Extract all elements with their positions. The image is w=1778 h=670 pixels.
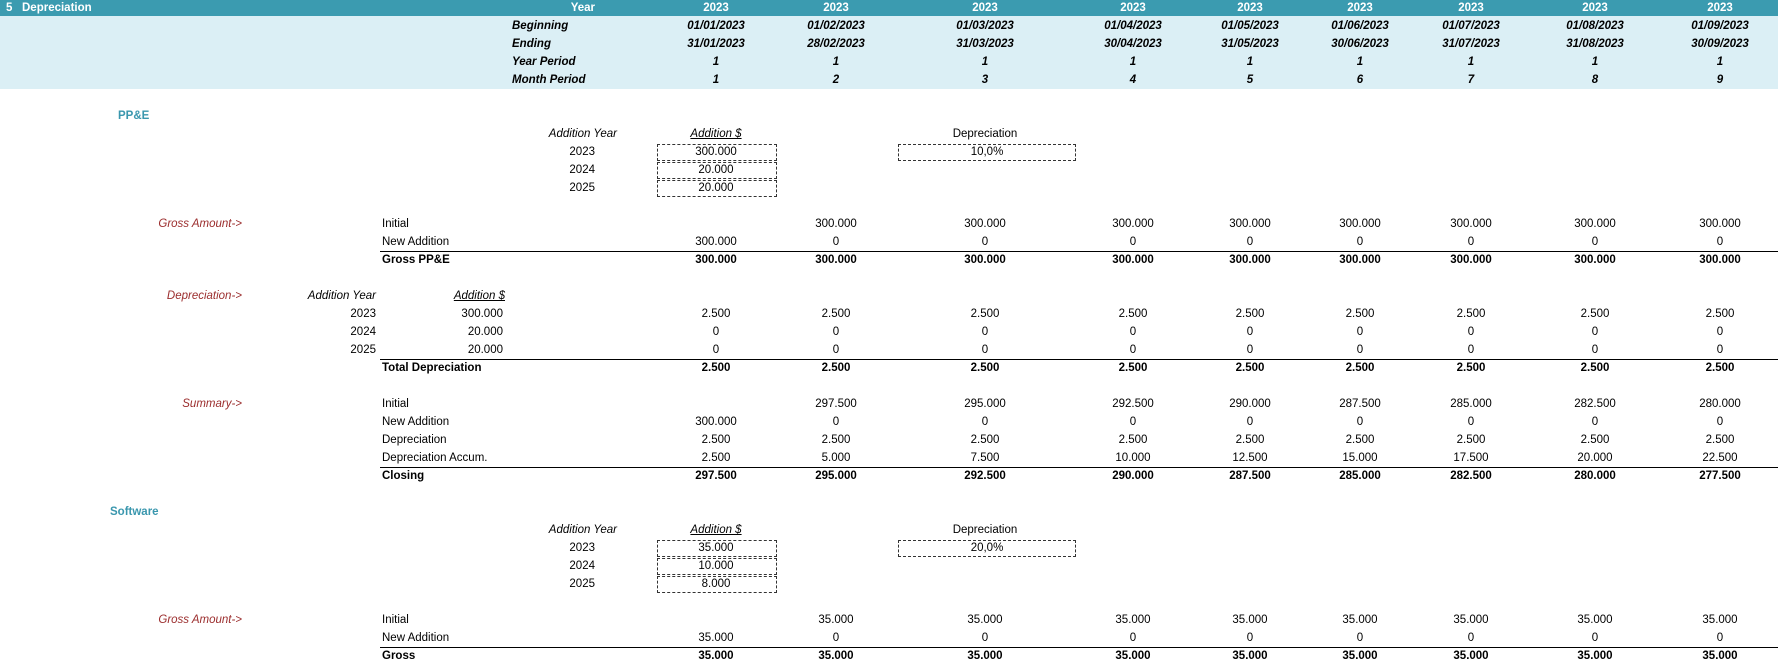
dep-row-amount: 300.000 xyxy=(461,308,503,320)
gross-new-addition-cell: 0 xyxy=(1716,236,1724,248)
total-depreciation-cell: 2.500 xyxy=(701,362,731,374)
month-period-cell: 3 xyxy=(981,74,989,86)
dep-row-cell: 0 xyxy=(1356,326,1364,338)
year-period-cell: 1 xyxy=(1716,56,1724,68)
summary-new-addition-cell: 0 xyxy=(1716,416,1724,428)
year-cell: 2023 xyxy=(823,2,849,14)
ending-cell: 30/04/2023 xyxy=(1104,38,1162,50)
dep-row-cell: 2.500 xyxy=(970,308,1000,320)
total-depreciation-cell: 2.500 xyxy=(1580,362,1610,374)
gross-amount-marker: Gross Amount-> xyxy=(158,614,242,626)
summary-accum-label: Depreciation Accum. xyxy=(382,452,488,464)
total-depreciation-cell: 2.500 xyxy=(1235,362,1265,374)
summary-initial-label: Initial xyxy=(382,398,409,410)
ending-cell: 31/05/2023 xyxy=(1221,38,1279,50)
gross-new-addition-cell: 0 xyxy=(981,236,989,248)
dep-row-cell: 0 xyxy=(1591,326,1599,338)
new-addition-label: New Addition xyxy=(382,632,450,644)
gross-total-cell: 300.000 xyxy=(695,254,737,266)
summary-depreciation-cell: 2.500 xyxy=(1235,434,1265,446)
gross-total-cell: 35.000 xyxy=(1342,650,1378,662)
depreciation-rate-label: Depreciation xyxy=(952,128,1018,140)
addition-year: 2024 xyxy=(569,560,595,572)
gross-new-addition-cell: 0 xyxy=(1467,632,1475,644)
gross-initial-cell: 35.000 xyxy=(1453,614,1489,626)
gross-initial-cell: 300.000 xyxy=(1450,218,1492,230)
initial-label: Initial xyxy=(382,614,409,626)
dep-row-cell: 2.500 xyxy=(1118,308,1148,320)
summary-new-addition-cell: 300.000 xyxy=(695,416,737,428)
gross-initial-cell: 300.000 xyxy=(1339,218,1381,230)
closing-cell: 285.000 xyxy=(1339,470,1381,482)
addition-year: 2024 xyxy=(569,164,595,176)
summary-initial-cell: 295.000 xyxy=(964,398,1006,410)
gross-new-addition-cell: 0 xyxy=(832,236,840,248)
summary-depreciation-cell: 2.500 xyxy=(1705,434,1735,446)
gross-total-cell: 35.000 xyxy=(967,650,1003,662)
summary-depreciation-cell: 2.500 xyxy=(970,434,1000,446)
summary-depreciation-cell: 2.500 xyxy=(1456,434,1486,446)
month-period-cell: 1 xyxy=(712,74,720,86)
summary-depreciation-cell: 2.500 xyxy=(1580,434,1610,446)
summary-new-addition-cell: 0 xyxy=(981,416,989,428)
summary-marker: Summary-> xyxy=(182,398,242,410)
dep-row-amount: 20.000 xyxy=(467,344,503,356)
year-cell: 2023 xyxy=(1347,2,1373,14)
gross-new-addition-cell: 0 xyxy=(1356,236,1364,248)
dep-row-cell: 0 xyxy=(1591,344,1599,356)
summary-accum-cell: 7.500 xyxy=(970,452,1000,464)
beginning-cell: 01/05/2023 xyxy=(1221,20,1279,32)
addition-amount-label: Addition $ xyxy=(690,128,742,140)
year-label: Year xyxy=(570,2,595,14)
total-depreciation-cell: 2.500 xyxy=(1705,362,1735,374)
year-cell: 2023 xyxy=(1237,2,1263,14)
addition-year: 2023 xyxy=(569,542,595,554)
addition-year: 2023 xyxy=(569,146,595,158)
summary-initial-cell: 292.500 xyxy=(1112,398,1154,410)
year-period-cell: 1 xyxy=(712,56,720,68)
new-addition-label: New Addition xyxy=(382,236,450,248)
gross-total-cell: 35.000 xyxy=(1702,650,1738,662)
gross-new-addition-cell: 35.000 xyxy=(698,632,734,644)
beginning-cell: 01/02/2023 xyxy=(807,20,865,32)
summary-initial-cell: 282.500 xyxy=(1574,398,1616,410)
dep-row-year: 2023 xyxy=(350,308,376,320)
gross-initial-cell: 300.000 xyxy=(1574,218,1616,230)
year-cell: 2023 xyxy=(1458,2,1484,14)
summary-initial-cell: 297.500 xyxy=(815,398,857,410)
closing-cell: 287.500 xyxy=(1229,470,1271,482)
year-period-cell: 1 xyxy=(1246,56,1254,68)
dep-row-cell: 0 xyxy=(981,344,989,356)
addition-year-label: Addition Year xyxy=(548,128,617,140)
ending-cell: 30/09/2023 xyxy=(1691,38,1749,50)
gross-new-addition-cell: 0 xyxy=(1356,632,1364,644)
gross-initial-cell: 35.000 xyxy=(818,614,854,626)
addition-amount-value: 8.000 xyxy=(701,578,731,590)
beginning-cell: 01/08/2023 xyxy=(1566,20,1624,32)
total-depreciation-cell: 2.500 xyxy=(1456,362,1486,374)
summary-accum-cell: 17.500 xyxy=(1453,452,1489,464)
closing-label: Closing xyxy=(382,470,425,482)
dep-row-cell: 0 xyxy=(1467,326,1475,338)
dep-row-cell: 0 xyxy=(1467,344,1475,356)
dep-row-cell: 0 xyxy=(1129,344,1137,356)
gross-amount-marker: Gross Amount-> xyxy=(158,218,242,230)
closing-cell: 282.500 xyxy=(1450,470,1492,482)
depreciation-rate-value: 20,0% xyxy=(970,542,1004,554)
gross-total-cell: 35.000 xyxy=(1232,650,1268,662)
gross-initial-cell: 300.000 xyxy=(1699,218,1741,230)
summary-depreciation-cell: 2.500 xyxy=(701,434,731,446)
ending-cell: 31/08/2023 xyxy=(1566,38,1624,50)
total-rule xyxy=(380,467,1778,468)
summary-new-addition-cell: 0 xyxy=(1129,416,1137,428)
dep-row-cell: 0 xyxy=(712,326,720,338)
gross-total-cell: 35.000 xyxy=(698,650,734,662)
addition-amount-value: 35.000 xyxy=(698,542,734,554)
closing-cell: 292.500 xyxy=(964,470,1006,482)
dep-row-cell: 0 xyxy=(832,344,840,356)
dep-row-cell: 0 xyxy=(1716,326,1724,338)
addition-amount-value: 10.000 xyxy=(698,560,734,572)
addition-year: 2025 xyxy=(569,182,595,194)
year-period-cell: 1 xyxy=(1356,56,1364,68)
gross-total-cell: 300.000 xyxy=(964,254,1006,266)
gross-total-label: Gross PP&E xyxy=(382,254,450,266)
dep-row-cell: 2.500 xyxy=(1705,308,1735,320)
dep-row-cell: 0 xyxy=(1246,344,1254,356)
gross-new-addition-cell: 0 xyxy=(1591,236,1599,248)
beginning-cell: 01/01/2023 xyxy=(687,20,745,32)
year-cell: 2023 xyxy=(703,2,729,14)
total-depreciation-cell: 2.500 xyxy=(1118,362,1148,374)
gross-initial-cell: 35.000 xyxy=(1342,614,1378,626)
closing-cell: 290.000 xyxy=(1112,470,1154,482)
summary-accum-cell: 15.000 xyxy=(1342,452,1378,464)
gross-total-label: Gross xyxy=(382,650,416,662)
gross-total-cell: 300.000 xyxy=(1574,254,1616,266)
dep-row-cell: 0 xyxy=(712,344,720,356)
year-period-cell: 1 xyxy=(1467,56,1475,68)
closing-cell: 295.000 xyxy=(815,470,857,482)
ending-cell: 30/06/2023 xyxy=(1331,38,1389,50)
year-period-cell: 1 xyxy=(832,56,840,68)
summary-accum-cell: 22.500 xyxy=(1702,452,1738,464)
gross-total-cell: 35.000 xyxy=(1577,650,1613,662)
ending-cell: 31/01/2023 xyxy=(687,38,745,50)
gross-initial-cell: 35.000 xyxy=(967,614,1003,626)
ending-cell: 31/07/2023 xyxy=(1442,38,1500,50)
addition-year-label: Addition Year xyxy=(548,524,617,536)
dep-row-year: 2024 xyxy=(350,326,376,338)
gross-initial-cell: 35.000 xyxy=(1702,614,1738,626)
gross-new-addition-cell: 0 xyxy=(1246,632,1254,644)
summary-initial-cell: 280.000 xyxy=(1699,398,1741,410)
total-rule xyxy=(380,647,1778,648)
gross-total-cell: 300.000 xyxy=(1112,254,1154,266)
dep-row-cell: 2.500 xyxy=(1456,308,1486,320)
total-depreciation-cell: 2.500 xyxy=(821,362,851,374)
summary-new-addition-cell: 0 xyxy=(1356,416,1364,428)
dep-addition-year-label: Addition Year xyxy=(307,290,376,302)
depreciation-rate-label: Depreciation xyxy=(952,524,1018,536)
beginning-cell: 01/07/2023 xyxy=(1442,20,1500,32)
dep-row-year: 2025 xyxy=(350,344,376,356)
gross-new-addition-cell: 0 xyxy=(981,632,989,644)
dep-row-cell: 0 xyxy=(981,326,989,338)
dep-row-cell: 0 xyxy=(832,326,840,338)
year-cell: 2023 xyxy=(972,2,998,14)
closing-cell: 280.000 xyxy=(1574,470,1616,482)
gross-new-addition-cell: 0 xyxy=(1591,632,1599,644)
gross-total-cell: 300.000 xyxy=(815,254,857,266)
dep-row-cell: 0 xyxy=(1356,344,1364,356)
summary-initial-cell: 290.000 xyxy=(1229,398,1271,410)
summary-accum-cell: 20.000 xyxy=(1577,452,1613,464)
gross-initial-cell: 300.000 xyxy=(964,218,1006,230)
summary-accum-cell: 2.500 xyxy=(701,452,731,464)
gross-total-cell: 300.000 xyxy=(1450,254,1492,266)
total-depreciation-cell: 2.500 xyxy=(1345,362,1375,374)
gross-new-addition-cell: 0 xyxy=(832,632,840,644)
dep-row-cell: 2.500 xyxy=(701,308,731,320)
gross-initial-cell: 35.000 xyxy=(1232,614,1268,626)
section-title: Depreciation xyxy=(22,2,92,14)
addition-amount-value: 300.000 xyxy=(695,146,737,158)
year-cell: 2023 xyxy=(1707,2,1733,14)
gross-new-addition-cell: 0 xyxy=(1129,236,1137,248)
month-period-cell: 6 xyxy=(1356,74,1364,86)
software-section-title: Software xyxy=(110,506,159,518)
ending-label: Ending xyxy=(512,38,551,50)
summary-initial-cell: 285.000 xyxy=(1450,398,1492,410)
summary-new-addition-cell: 0 xyxy=(832,416,840,428)
summary-new-addition-cell: 0 xyxy=(1591,416,1599,428)
closing-cell: 297.500 xyxy=(695,470,737,482)
month-period-cell: 5 xyxy=(1246,74,1254,86)
month-period-cell: 7 xyxy=(1467,74,1475,86)
summary-depreciation-cell: 2.500 xyxy=(1118,434,1148,446)
year-period-cell: 1 xyxy=(981,56,989,68)
beginning-cell: 01/06/2023 xyxy=(1331,20,1389,32)
beginning-cell: 01/04/2023 xyxy=(1104,20,1162,32)
gross-initial-cell: 300.000 xyxy=(1112,218,1154,230)
summary-accum-cell: 12.500 xyxy=(1232,452,1268,464)
summary-initial-cell: 287.500 xyxy=(1339,398,1381,410)
addition-amount-label: Addition $ xyxy=(690,524,742,536)
gross-new-addition-cell: 0 xyxy=(1467,236,1475,248)
summary-accum-cell: 5.000 xyxy=(821,452,851,464)
dep-row-cell: 2.500 xyxy=(1235,308,1265,320)
year-period-label: Year Period xyxy=(512,56,576,68)
total-rule xyxy=(380,359,1778,360)
dep-row-cell: 2.500 xyxy=(821,308,851,320)
gross-total-cell: 300.000 xyxy=(1229,254,1271,266)
gross-initial-cell: 35.000 xyxy=(1577,614,1613,626)
beginning-cell: 01/03/2023 xyxy=(956,20,1014,32)
gross-new-addition-cell: 0 xyxy=(1129,632,1137,644)
summary-depreciation-label: Depreciation xyxy=(382,434,447,446)
year-cell: 2023 xyxy=(1582,2,1608,14)
gross-total-cell: 300.000 xyxy=(1339,254,1381,266)
gross-total-cell: 35.000 xyxy=(1453,650,1489,662)
dep-row-cell: 0 xyxy=(1716,344,1724,356)
dep-row-cell: 2.500 xyxy=(1580,308,1610,320)
month-period-cell: 4 xyxy=(1129,74,1137,86)
ending-cell: 28/02/2023 xyxy=(807,38,865,50)
dep-row-cell: 0 xyxy=(1246,326,1254,338)
summary-depreciation-cell: 2.500 xyxy=(821,434,851,446)
ppe-section-title: PP&E xyxy=(118,110,150,122)
gross-total-cell: 300.000 xyxy=(1699,254,1741,266)
dep-row-amount: 20.000 xyxy=(467,326,503,338)
depreciation-rate-value: 10,0% xyxy=(970,146,1004,158)
gross-initial-cell: 35.000 xyxy=(1115,614,1151,626)
summary-new-addition-cell: 0 xyxy=(1246,416,1254,428)
beginning-cell: 01/09/2023 xyxy=(1691,20,1749,32)
header-period-band xyxy=(0,16,1778,89)
gross-new-addition-cell: 0 xyxy=(1246,236,1254,248)
gross-total-cell: 35.000 xyxy=(1115,650,1151,662)
ending-cell: 31/03/2023 xyxy=(956,38,1014,50)
year-period-cell: 1 xyxy=(1591,56,1599,68)
beginning-label: Beginning xyxy=(512,20,569,32)
gross-new-addition-cell: 0 xyxy=(1716,632,1724,644)
addition-amount-value: 20.000 xyxy=(698,164,734,176)
month-period-cell: 2 xyxy=(832,74,840,86)
summary-new-addition-cell: 0 xyxy=(1467,416,1475,428)
summary-depreciation-cell: 2.500 xyxy=(1345,434,1375,446)
total-depreciation-label: Total Depreciation xyxy=(382,362,482,374)
closing-cell: 277.500 xyxy=(1699,470,1741,482)
summary-new-addition-label: New Addition xyxy=(382,416,450,428)
dep-row-cell: 2.500 xyxy=(1345,308,1375,320)
gross-total-cell: 35.000 xyxy=(818,650,854,662)
addition-year: 2025 xyxy=(569,578,595,590)
gross-new-addition-cell: 300.000 xyxy=(695,236,737,248)
dep-addition-amount-label: Addition $ xyxy=(453,290,505,302)
initial-label: Initial xyxy=(382,218,409,230)
month-period-cell: 9 xyxy=(1716,74,1724,86)
addition-amount-value: 20.000 xyxy=(698,182,734,194)
gross-initial-cell: 300.000 xyxy=(1229,218,1271,230)
depreciation-marker: Depreciation-> xyxy=(166,290,242,302)
month-period-cell: 8 xyxy=(1591,74,1599,86)
total-rule xyxy=(380,251,1778,252)
gross-initial-cell: 300.000 xyxy=(815,218,857,230)
dep-row-cell: 0 xyxy=(1129,326,1137,338)
month-period-label: Month Period xyxy=(512,74,586,86)
year-cell: 2023 xyxy=(1120,2,1146,14)
section-number: 5 xyxy=(6,2,13,14)
header-band xyxy=(0,0,1778,16)
total-depreciation-cell: 2.500 xyxy=(970,362,1000,374)
year-period-cell: 1 xyxy=(1129,56,1137,68)
summary-accum-cell: 10.000 xyxy=(1115,452,1151,464)
